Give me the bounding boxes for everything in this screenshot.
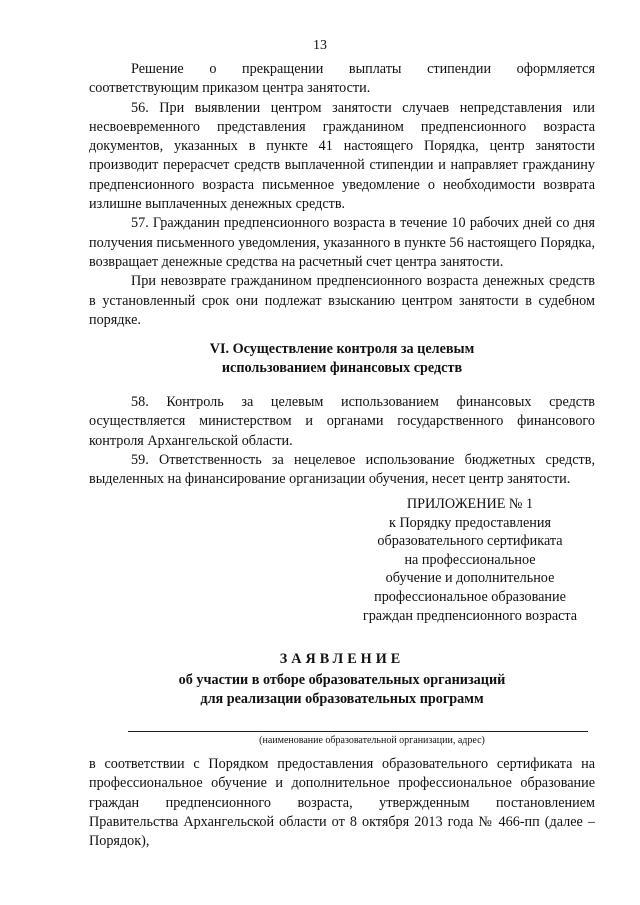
paragraph-57: 57. Гражданин предпенсионного возраста в течение 10 рабочих дней со дня получения письменного уведомления, указанного в пункте 56 настоящего Порядка, возвращает денежные средства на расчетный счет центра занятости. xyxy=(89,215,595,270)
appendix-line: ПРИЛОЖЕНИЕ № 1 xyxy=(406,496,534,512)
statement-body: в соответствии с Порядком предоставления образовательного сертификата на профессиональное обучение и дополнительное профессиональное образование граждан предпенсионного возраста, утвержденным постановлением Правительства Архангельской области от 8 октября 2013 года № 466-пп (далее – Порядок), xyxy=(89,756,595,850)
appendix-line: граждан предпенсионного возраста xyxy=(362,607,578,624)
section-heading-line2: использованием финансовых средств xyxy=(221,360,463,377)
appendix-line: обучение и дополнительное xyxy=(385,570,555,587)
text-block-top xyxy=(89,60,595,330)
appendix-line: к Порядку предоставления xyxy=(389,514,551,531)
paragraph-59: 59. Ответственность за нецелевое использование бюджетных средств, выделенных на финансирование организации обучения, несет центр занятости. xyxy=(89,451,595,488)
paragraph-56: 56. При выявлении центром занятости случаев непредставления или несвоевременного представления гражданином предпенсионного возраста документов, указанных в пункте 41 настоящего Порядка, центр занятости производит перерасчет средств выплаченной стипендии и направляет гражданину предпенсионного возраста письменное уведомление о необходимости возврата излишне выплаченных денежных средств. xyxy=(89,99,595,213)
statement-subtitle xyxy=(89,671,595,709)
text-block-mid xyxy=(89,393,595,489)
paragraph-58: 58. Контроль за целевым использованием финансовых средств осуществляется министерством и органами государственного финансового контроля Архангельской области. xyxy=(89,394,595,449)
appendix-line: на профессиональное xyxy=(404,551,536,568)
appendix-line: профессиональное образование xyxy=(374,588,566,605)
section-heading-line1: VI. Осуществление контроля за целевым xyxy=(209,341,475,357)
organization-fill-caption: (наименование образовательной организации, адрес) xyxy=(259,735,485,746)
organization-fill-line xyxy=(128,731,588,732)
section-heading xyxy=(89,340,595,379)
paragraph-non-return: При невозврате гражданином предпенсионного возраста денежных средств в установленный срок они подлежат взысканию центром занятости в судебном порядке. xyxy=(89,273,595,328)
statement-subtitle-line1: об участии в отборе образовательных организаций xyxy=(178,672,506,688)
statement-subtitle-line2: для реализации образовательных программ xyxy=(200,691,484,707)
statement-title: ЗАЯВЛЕНИЕ xyxy=(279,651,405,667)
page-number: 13 xyxy=(313,38,327,53)
paragraph-scholarship-termination: Решение о прекращении выплаты стипендии оформляется соответствующим приказом центра занятости. xyxy=(89,61,595,97)
appendix-header xyxy=(340,495,600,625)
appendix-line: образовательного сертификата xyxy=(377,533,563,550)
